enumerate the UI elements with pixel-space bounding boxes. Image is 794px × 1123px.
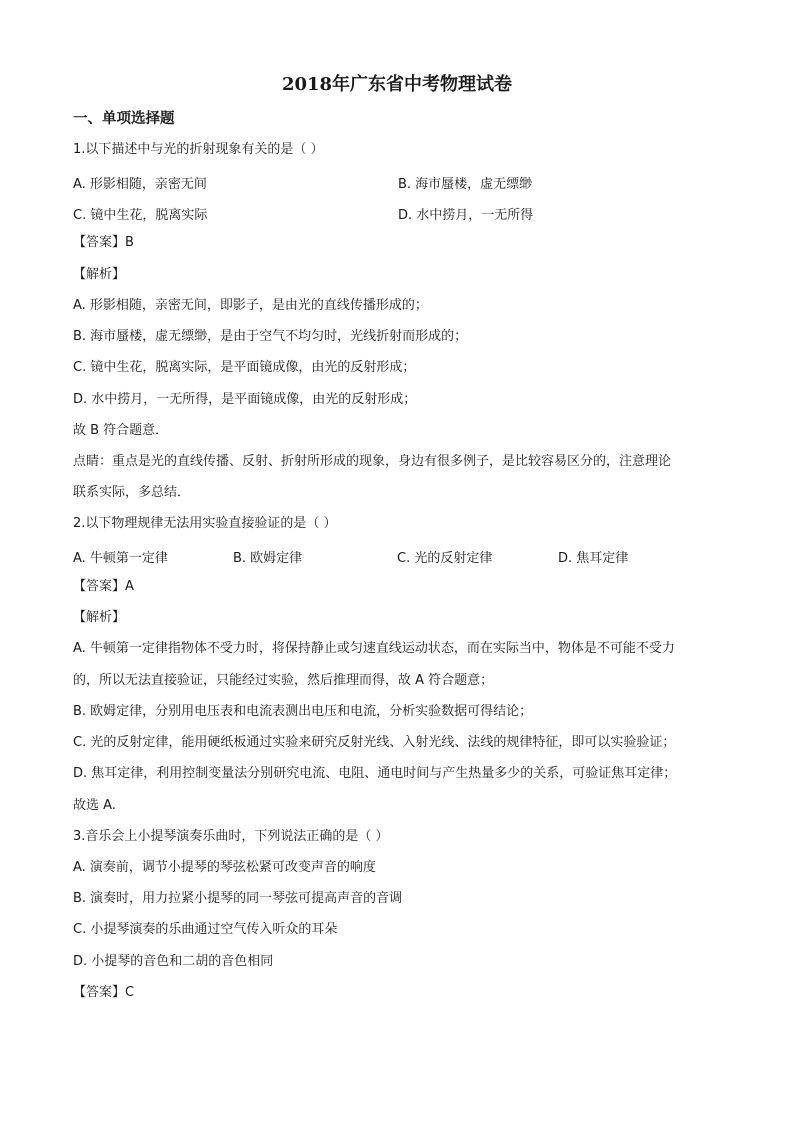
q2-option-a: A. 牛顿第一定律 <box>73 551 168 566</box>
q3-option-d: D. 小提琴的音色和二胡的音色相同 <box>73 954 274 969</box>
q2-analysis-line: A. 牛顿第一定律指物体不受力时，将保持静止或匀速直线运动状态，而在实际当中，物体是不可能不受力 <box>73 641 675 656</box>
answer-value: B <box>125 235 134 250</box>
q2-analysis-line: C. 光的反射定律，能用硬纸板通过实验来研究反射光线、入射光线、法线的规律特征，即可以实验验证； <box>73 735 676 750</box>
q1-analysis-line: 联系实际，多总结． <box>73 485 191 500</box>
question-1-stem: 1.以下描述中与光的折射现象有关的是（ ） <box>73 142 324 157</box>
q2-analysis-line: 的，所以无法直接验证，只能经过实验，然后推理而得，故 A 符合题意； <box>73 673 494 688</box>
q3-option-a: A. 演奏前，调节小提琴的琴弦松紧可改变声音的响度 <box>73 860 376 875</box>
q1-analysis-line: 点睛：重点是光的直线传播、反射、折射所形成的现象，身边有很多例子，是比较容易区分的，注意理论 <box>73 454 672 469</box>
document-title: 2018年广东省中考物理试卷 <box>281 74 513 95</box>
answer-label: 【答案】 <box>73 985 126 1000</box>
q1-analysis-line: 故 B 符合题意． <box>73 423 169 438</box>
q1-option-b: B. 海市蜃楼，虚无缥缈 <box>398 177 533 192</box>
q1-answer <box>73 234 134 252</box>
q2-option-c: C. 光的反射定律 <box>397 551 493 566</box>
q2-analysis-label: 【解析】 <box>73 610 126 625</box>
q2-option-b: B. 欧姆定律 <box>233 551 303 566</box>
answer-value: A <box>125 579 134 594</box>
q3-option-c: C. 小提琴演奏的乐曲通过空气传入听众的耳朵 <box>73 922 338 937</box>
answer-label: 【答案】 <box>73 235 126 250</box>
q1-analysis-line: D. 水中捞月，一无所得，是平面镜成像，由光的反射形成； <box>73 392 417 407</box>
q1-analysis-line: B. 海市蜃楼，虚无缥缈，是由于空气不均匀时，光线折射而形成的； <box>73 329 468 344</box>
q2-option-d: D. 焦耳定律 <box>558 551 629 566</box>
question-2-stem: 2.以下物理规律无法用实验直接验证的是（ ） <box>73 516 337 531</box>
q1-analysis-line: A. 形影相随，亲密无间，即影子，是由光的直线传播形成的； <box>73 298 428 313</box>
q3-answer <box>73 984 134 1002</box>
q2-answer <box>73 578 134 596</box>
answer-label: 【答案】 <box>73 579 126 594</box>
q1-analysis-line: C. 镜中生花，脱离实际，是平面镜成像，由光的反射形成； <box>73 360 416 375</box>
q2-analysis-line: B. 欧姆定律，分别用电压表和电流表测出电压和电流，分析实验数据可得结论； <box>73 704 533 719</box>
q2-analysis-line: 故选 A. <box>73 798 116 813</box>
section-heading: 一、单项选择题 <box>73 111 175 127</box>
answer-value: C <box>125 985 135 1000</box>
q1-option-c: C. 镜中生花，脱离实际 <box>73 208 208 223</box>
q2-analysis-line: D. 焦耳定律，利用控制变量法分别研究电流、电阻、通电时间与产生热量多少的关系，可验证焦耳定律； <box>73 766 677 781</box>
q1-option-a: A. 形影相随，亲密无间 <box>73 177 207 192</box>
q1-analysis-label: 【解析】 <box>73 267 126 282</box>
q3-option-b: B. 演奏时，用力拉紧小提琴的同一琴弦可提高声音的音调 <box>73 891 403 906</box>
question-3-stem: 3.音乐会上小提琴演奏乐曲时，下列说法正确的是（ ） <box>73 829 389 844</box>
q1-option-d: D. 水中捞月，一无所得 <box>398 208 534 223</box>
